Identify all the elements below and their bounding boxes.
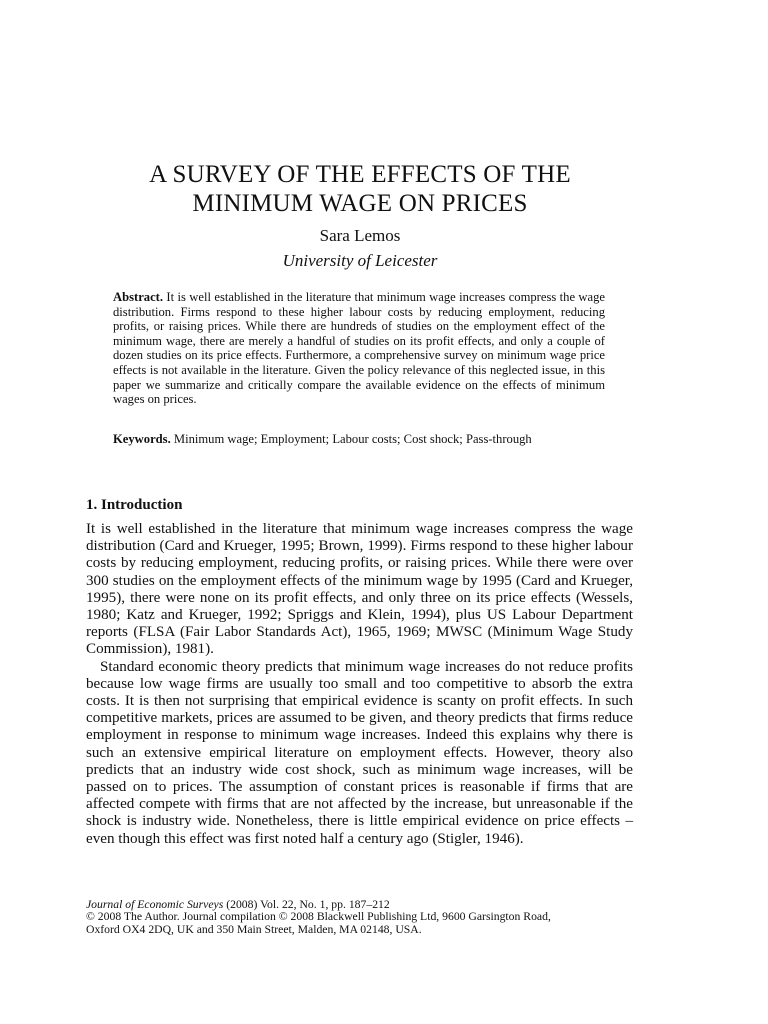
body-paragraph-2: Standard economic theory predicts that minimum wage increases do not reduce profits because low wage firms are usually too small and too competitive to absorb the extra costs. It is then not surprising that empirical evidence is scanty on profit effects. In such competitive markets, prices are assumed to be given, and theory predicts that firms reduce employment in response to minimum wage increases. Indeed this explains why there is such an extensive empirical literature on employment effects. However, theory also predicts that an industry wide cost shock, such as minimum wage increases, will be passed on to prices. The assumption of constant prices is reasonable if firms that are affected compete with firms that are not affected by the increase, but unreasonable if the shock is industry wide. Nonetheless, there is little empirical evidence on price effects – even though this effect was first noted half a century ago (Stigler, 1946).: [86, 658, 633, 847]
paper-title: [60, 160, 660, 218]
footer-journal-name: Journal of Economic Surveys: [86, 898, 224, 911]
keywords-text: Minimum wage; Employment; Labour costs; Cost shock; Pass-through: [173, 432, 532, 446]
author-affiliation: University of Leicester: [282, 251, 438, 270]
author-name: Sara Lemos: [319, 226, 401, 245]
footer-citation: (2008) Vol. 22, No. 1, pp. 187–212: [223, 898, 390, 911]
abstract-text: It is well established in the literature that minimum wage increases compress the wage distribution. Firms respond to these higher labour costs by reducing employment, reducing profits, or raising prices. While there are hundreds of studies on the employment effect of the minimum wage, there are merely a handful of studies on its profit effects, and only a couple of dozen studies on its price effects. Furthermore, a comprehensive survey on minimum wage price effects is not available in the literature. Given the policy relevance of this neglected issue, in this paper we summarize and critically compare the available evidence on the effects of minimum wages on prices.: [113, 290, 605, 407]
abstract: [113, 290, 605, 407]
page-footer: [86, 899, 646, 936]
body-paragraph-1: It is well established in the literature that minimum wage increases compress the wage distribution (Card and Krueger, 1995; Brown, 1999). Firms respond to these higher labour costs by reducing employment, reducing profits, or raising prices. While there were over 300 studies on the employment effects of the minimum wage by 1995 (Card and Krueger, 1995), there were none on its profit effects, and only three on its price effects (Wessels, 1980; Katz and Krueger, 1992; Spriggs and Klein, 1994), plus US Labour Department reports (FLSA (Fair Labor Standards Act), 1965, 1969; MWSC (Minimum Wage Study Commission), 1981).: [86, 521, 633, 658]
section-heading: 1. Introduction: [86, 497, 183, 513]
abstract-label: Abstract.: [113, 290, 164, 304]
title-line-2: MINIMUM WAGE ON PRICES: [192, 190, 528, 217]
footer-address: Oxford OX4 2DQ, UK and 350 Main Street, Malden, MA 02148, USA.: [86, 922, 422, 936]
title-line-1: A SURVEY OF THE EFFECTS OF THE: [149, 161, 571, 188]
keywords-label: Keywords.: [113, 432, 171, 446]
section-body: [86, 521, 633, 848]
footer-copyright: © 2008 The Author. Journal compilation © 2008 Blackwell Publishing Ltd, 9600 Garsington Road,: [86, 910, 551, 924]
keywords: [113, 432, 613, 447]
